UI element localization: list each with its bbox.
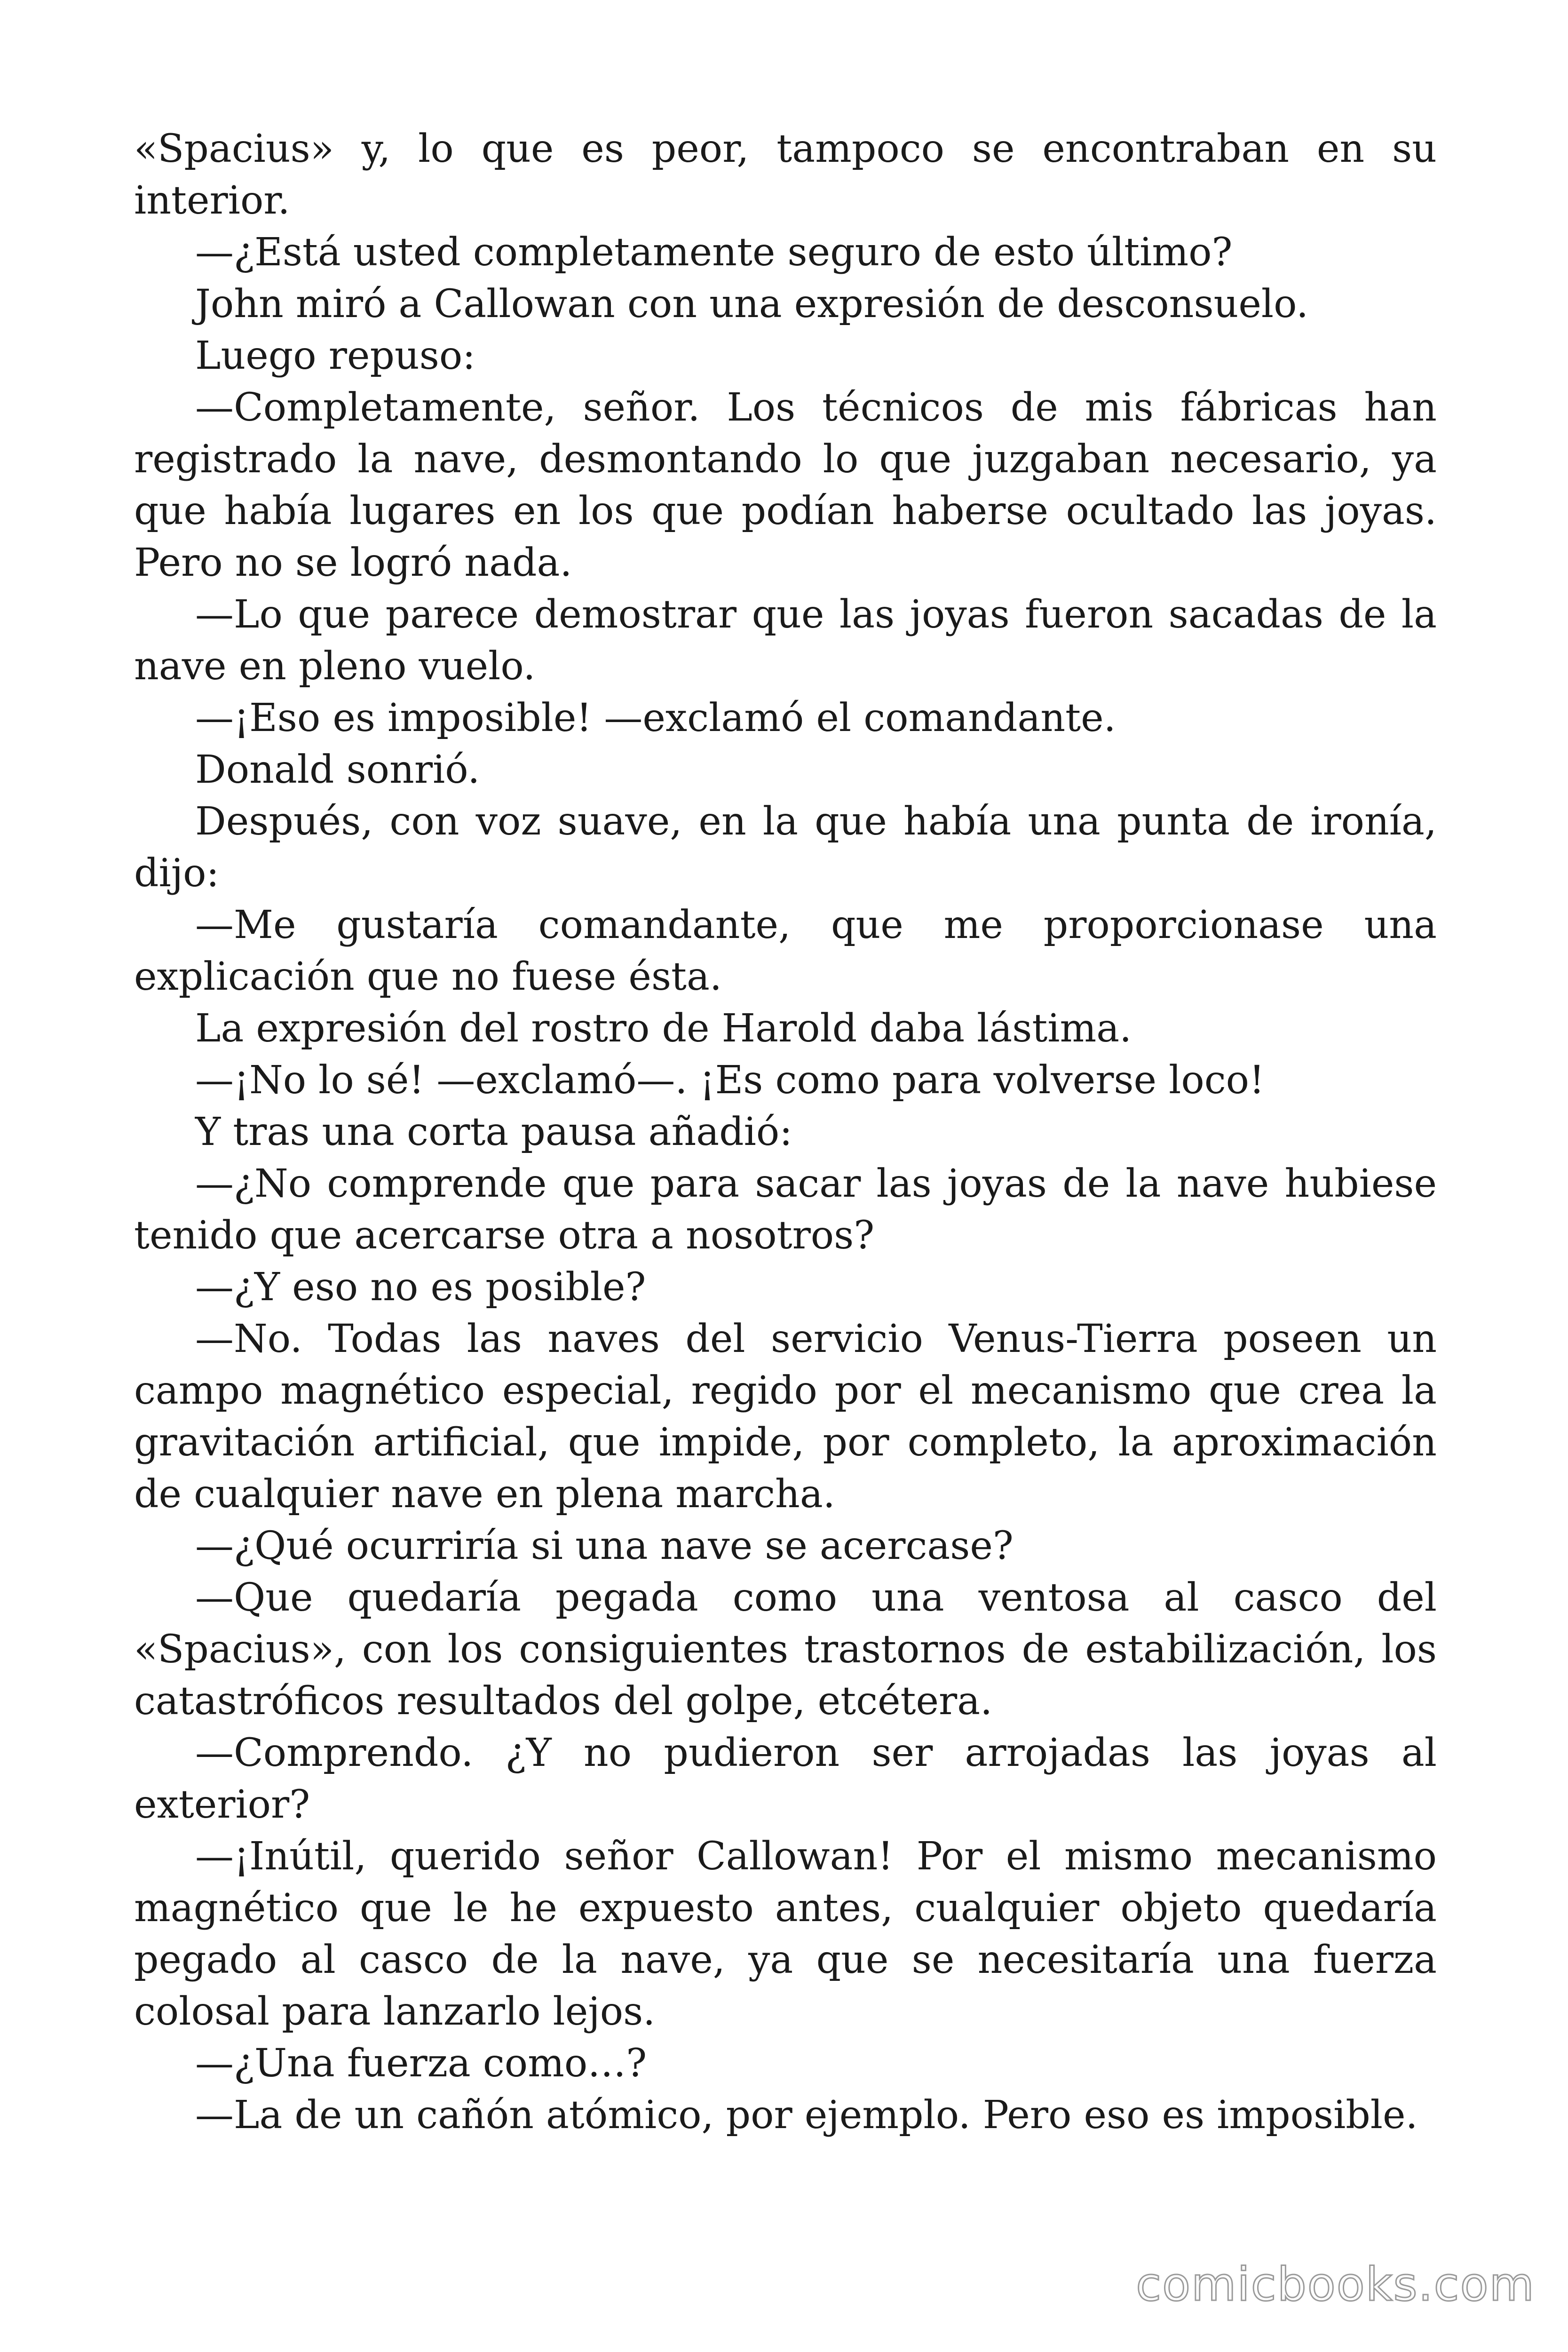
paragraph: —Completamente, señor. Los técnicos de mis fábricas han registrado la nave, desmontando lo que juzgaban necesario, ya que había lugares en los que podían haberse ocultado las joyas. Pero no se logró nada.	[134, 385, 1437, 585]
paragraph: —No. Todas las naves del servicio Venus-Tierra poseen un campo magnético especial, regido por el mecanismo que crea la gravitación artificial, que impide, por completo, la aproximación de cualquier nave en plena marcha.	[134, 1317, 1437, 1517]
paragraph: —¿Está usted completamente seguro de esto último?	[195, 230, 1233, 275]
paragraph: —¡No lo sé! —exclamó—. ¡Es como para volverse loco!	[195, 1058, 1265, 1103]
paragraph: —¿No comprende que para sacar las joyas de la nave hubiese tenido que acercarse otra a nosotros?	[134, 1161, 1437, 1258]
paragraph: La expresión del rostro de Harold daba lástima.	[195, 1006, 1132, 1051]
paragraph: —¿Una fuerza como…?	[195, 2041, 647, 2086]
paragraph: —La de un cañón atómico, por ejemplo. Pero eso es imposible.	[195, 2093, 1418, 2137]
paragraph: Luego repuso:	[195, 334, 475, 378]
paragraph: Y tras una corta pausa añadió:	[195, 1110, 792, 1154]
paragraph: —¿Y eso no es posible?	[195, 1265, 646, 1310]
paragraph: John miró a Callowan con una expresión de desconsuelo.	[195, 282, 1309, 326]
paragraph: «Spacius» y, lo que es peor, tampoco se encontraban en su interior.	[134, 127, 1437, 223]
paragraph: —Me gustaría comandante, que me proporcionase una explicación que no fuese ésta.	[134, 903, 1437, 999]
paragraph: Después, con voz suave, en la que había una punta de ironía, dijo:	[134, 799, 1437, 896]
paragraph: —¿Qué ocurriría si una nave se acercase?	[195, 1524, 1014, 1568]
paragraph: —Que quedaría pegada como una ventosa al casco del «Spacius», con los consiguientes trastornos de estabilización, los catastróficos resultados del golpe, etcétera.	[134, 1575, 1437, 1724]
paragraph: —Lo que parece demostrar que las joyas fueron sacadas de la nave en pleno vuelo.	[134, 592, 1437, 689]
paragraph: —¡Inútil, querido señor Callowan! Por el mismo mecanismo magnético que le he expuesto antes, cualquier objeto quedaría pegado al casco de la nave, ya que se necesitaría una fuerza colosal para lanzarlo lejos.	[134, 1834, 1437, 2034]
paragraph: —¡Eso es imposible! —exclamó el comandante.	[195, 696, 1116, 740]
paragraph: —Comprendo. ¿Y no pudieron ser arrojadas las joyas al exterior?	[134, 1731, 1437, 1827]
watermark: comicbooks.com	[1136, 2258, 1535, 2312]
paragraph: Donald sonrió.	[195, 747, 480, 792]
body-text	[134, 123, 1437, 2141]
